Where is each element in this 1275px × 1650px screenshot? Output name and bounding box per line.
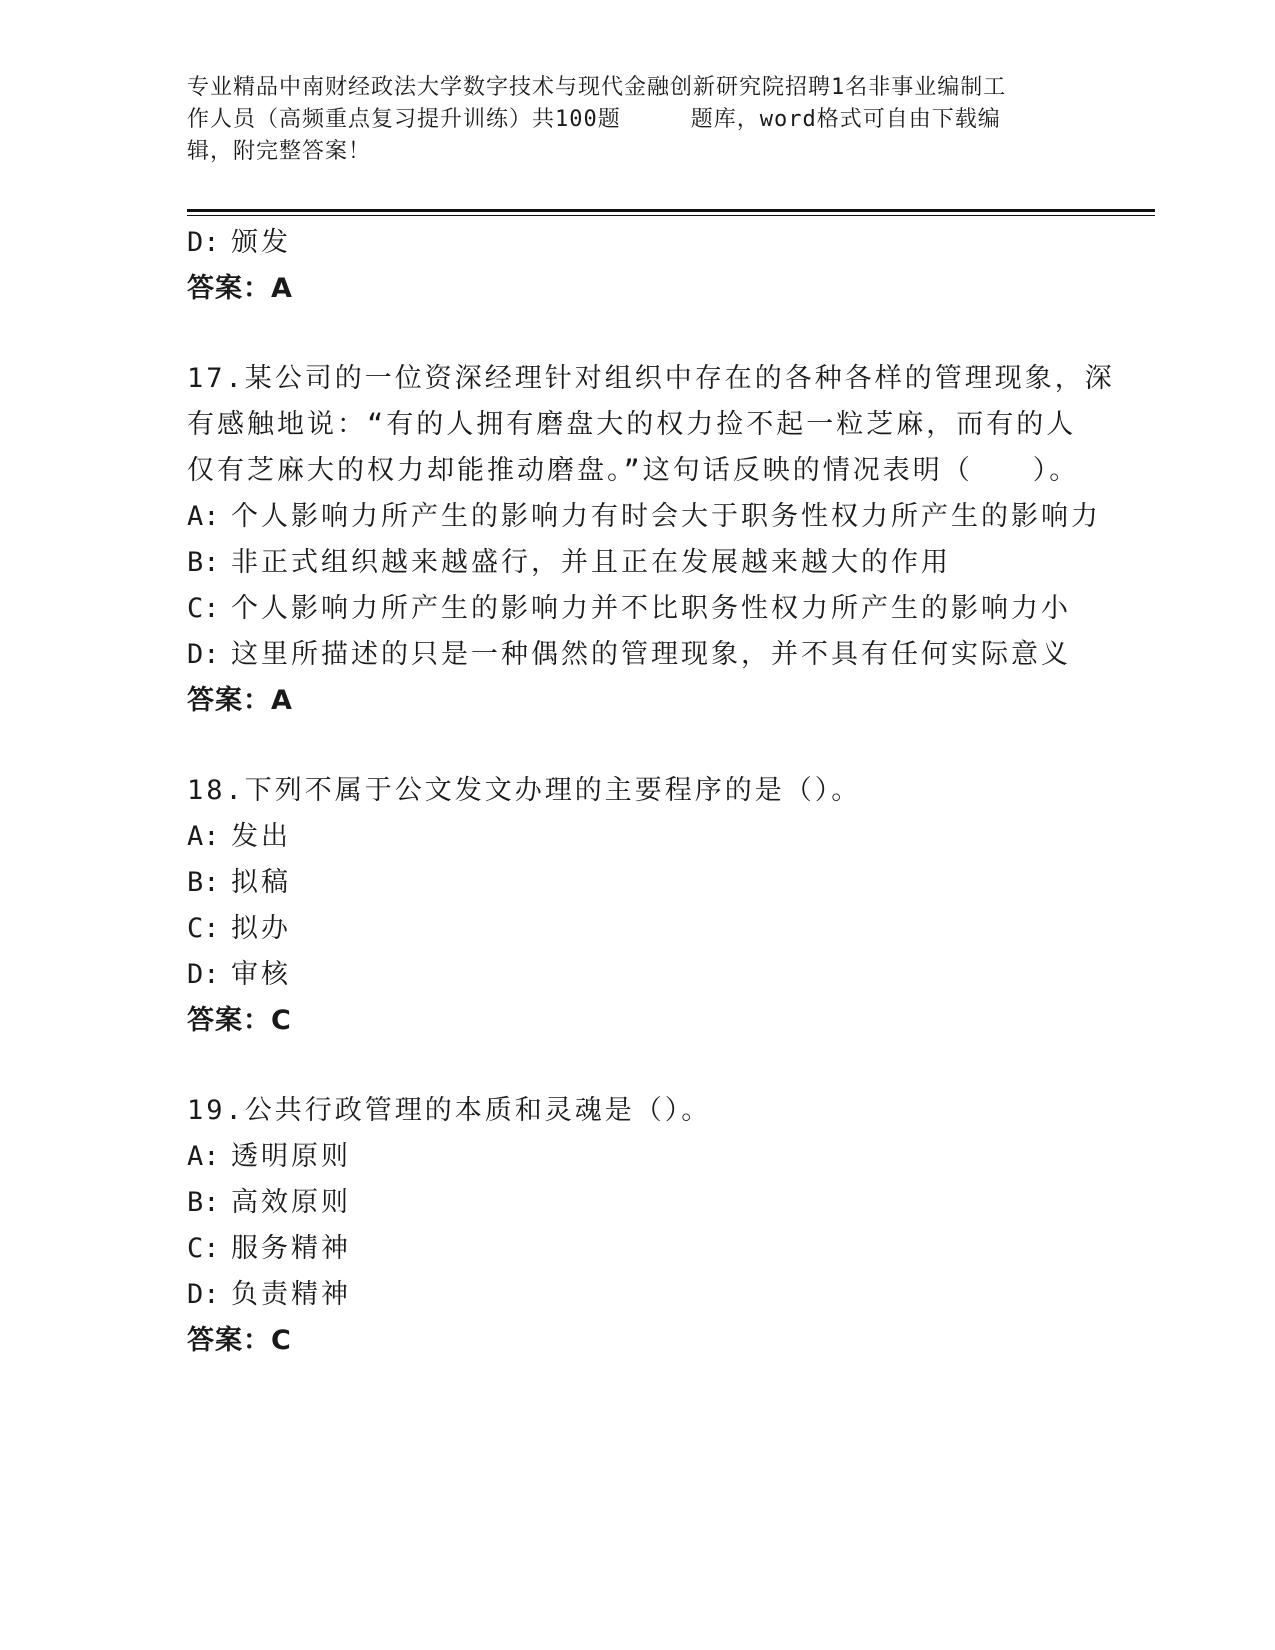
option-line xyxy=(187,220,1155,266)
document-header xyxy=(187,72,1087,168)
option-line xyxy=(187,814,1155,860)
question-content xyxy=(187,220,1155,1364)
option-line xyxy=(187,1180,1155,1226)
header-rule-thick xyxy=(187,209,1155,212)
header-line-1: 专业精品中南财经政法大学数字技术与现代金融创新研究院招聘1名非事业编制工 xyxy=(187,75,1007,100)
spacer xyxy=(187,1044,1155,1088)
option-text: 发出 xyxy=(231,821,291,852)
question-19 xyxy=(187,1088,1155,1364)
option-line xyxy=(187,632,1155,678)
option-line xyxy=(187,906,1155,952)
option-text: 个人影响力所产生的影响力并不比职务性权力所产生的影响力小 xyxy=(231,593,1071,624)
option-letter: A: xyxy=(187,1141,220,1172)
option-text: 非正式组织越来越盛行，并且正在发展越来越大的作用 xyxy=(231,547,951,578)
question-text-line: 19.公共行政管理的本质和灵魂是（）。 xyxy=(187,1095,712,1126)
option-line xyxy=(187,1134,1155,1180)
header-line-3: 辑，附完整答案！ xyxy=(187,139,372,164)
option-letter: D: xyxy=(187,639,220,670)
question-text-line: 17.某公司的一位资深经理针对组织中存在的各种各样的管理现象，深 xyxy=(187,363,1115,394)
option-text: 拟办 xyxy=(231,913,291,944)
option-letter: B: xyxy=(187,1187,220,1218)
option-text: 透明原则 xyxy=(231,1141,351,1172)
option-letter: B: xyxy=(187,867,220,898)
option-letter: C: xyxy=(187,593,220,624)
option-letter: C: xyxy=(187,913,220,944)
header-rule-thin xyxy=(187,215,1155,216)
option-letter: B: xyxy=(187,547,220,578)
option-text: 服务精神 xyxy=(231,1233,351,1264)
option-text: 负责精神 xyxy=(231,1279,351,1310)
spacer xyxy=(187,312,1155,356)
question-17 xyxy=(187,356,1155,724)
option-line xyxy=(187,1272,1155,1318)
option-letter: C: xyxy=(187,1233,220,1264)
answer-line: 答案：A xyxy=(187,273,293,304)
question-text-line: 仅有芝麻大的权力却能推动磨盘。”这句话反映的情况表明（ ）。 xyxy=(187,455,1080,486)
option-line xyxy=(187,1226,1155,1272)
option-text: 个人影响力所产生的影响力有时会大于职务性权力所产生的影响力 xyxy=(231,501,1101,532)
question-text-line: 18.下列不属于公文发文办理的主要程序的是（）。 xyxy=(187,775,862,806)
spacer xyxy=(187,724,1155,768)
option-text: 这里所描述的只是一种偶然的管理现象，并不具有任何实际意义 xyxy=(231,639,1071,670)
option-line xyxy=(187,860,1155,906)
option-text: 高效原则 xyxy=(231,1187,351,1218)
header-line-2-part-b: 题库，word格式可自由下载编 xyxy=(690,107,1001,132)
option-letter: A: xyxy=(187,821,220,852)
option-letter: D: xyxy=(187,959,220,990)
question-text-line: 有感触地说：“有的人拥有磨盘大的权力捡不起一粒芝麻，而有的人 xyxy=(187,409,1077,440)
question-18 xyxy=(187,768,1155,1044)
option-line xyxy=(187,540,1155,586)
option-letter: D: xyxy=(187,1279,220,1310)
answer-line: 答案：C xyxy=(187,1005,292,1036)
header-line-2-part-a: 作人员（高频重点复习提升训练）共100题 xyxy=(187,107,621,132)
option-letter: A: xyxy=(187,501,220,532)
option-line xyxy=(187,952,1155,998)
answer-line: 答案：A xyxy=(187,685,293,716)
option-text: 审核 xyxy=(231,959,291,990)
option-letter: D: xyxy=(187,227,220,258)
option-text: 颁发 xyxy=(231,227,291,258)
option-line xyxy=(187,586,1155,632)
answer-line: 答案：C xyxy=(187,1325,292,1356)
header-line-2 xyxy=(187,104,1087,136)
option-text: 拟稿 xyxy=(231,867,291,898)
option-line xyxy=(187,494,1155,540)
